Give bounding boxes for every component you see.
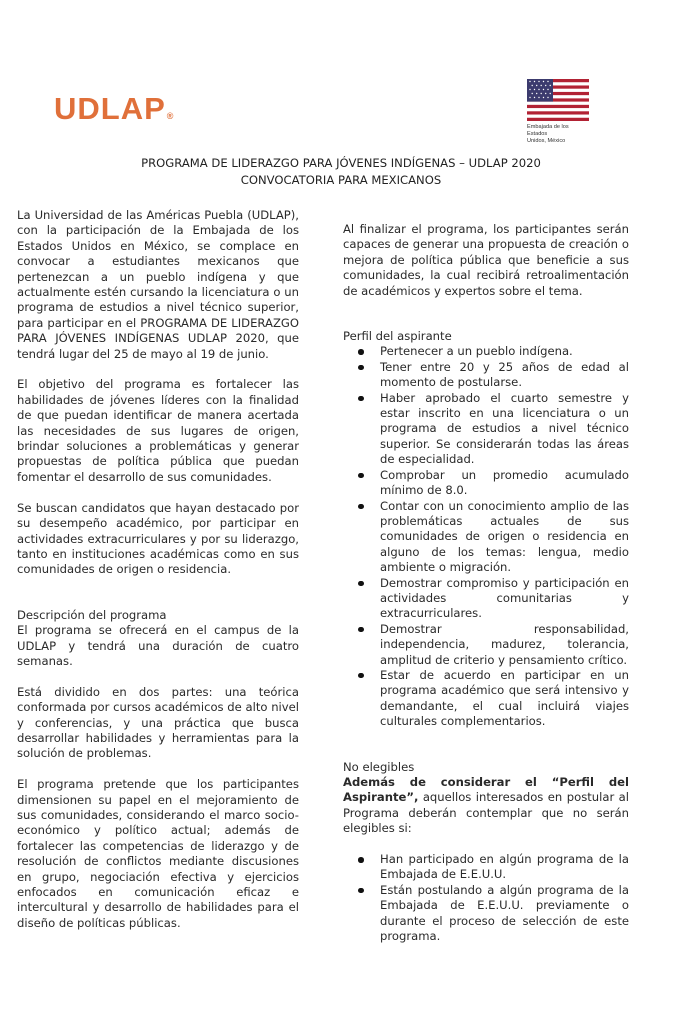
right-column xyxy=(343,222,629,944)
list-item: Pertenecer a un pueblo indígena. xyxy=(343,344,629,359)
profile-list xyxy=(343,344,629,729)
embassy-logo xyxy=(527,79,589,145)
list-item: Demostrar compromiso y participación en actividades comunitarias y extracurriculares. xyxy=(343,576,629,622)
candidates-paragraph: Se buscan candidatos que hayan destacado por su desempeño académico, por participar en actividades extracurriculares y por su liderazgo, tanto en instituciones académicas como en sus comunidades de origen o residencia. xyxy=(17,500,299,577)
title-line2: CONVOCATORIA PARA MEXICANOS xyxy=(240,173,442,187)
list-item: Tener entre 20 y 25 años de edad al momento de postularse. xyxy=(343,360,629,391)
outcome-paragraph: Al finalizar el programa, los participantes serán capaces de generar una propuesta de creación o mejora de política pública que beneficie a sus comunidades, la cual recibirá retroalimentación de académicos y expertos sobre el tema. xyxy=(343,222,629,298)
parts-paragraph: Está dividido en dos partes: una teórica conformada por cursos académicos de alto nivel y conferencias, y una práctica que busca desarrollar habilidades y herramientas para la solución de problemas. xyxy=(17,684,299,761)
list-item: Comprobar un promedio acumulado mínimo de 8.0. xyxy=(343,468,629,499)
ineligible-bold-text: Además de considerar el “Perfil del Aspirante”, xyxy=(343,775,629,805)
ineligible-paragraph xyxy=(343,775,629,837)
profile-heading: Perfil del aspirante xyxy=(343,329,452,344)
us-flag-icon xyxy=(527,79,589,121)
ineligible-text: aquellos interesados en postular al Programa deberán contemplar que no serán elegibles si: xyxy=(343,790,629,836)
left-column xyxy=(17,208,299,931)
registered-mark: ® xyxy=(166,111,175,121)
document-title xyxy=(0,155,682,189)
objective-paragraph: El objetivo del programa es fortalecer las habilidades de jóvenes líderes con la finalidad de que puedan identificar de manera acertada las necesidades de sus lugares de origen, brindar soluciones a problemáticas y generar propuestas de política pública que puedan fomentar el desarrollo de sus comunidades. xyxy=(17,377,299,484)
ineligible-heading: No elegibles xyxy=(343,759,415,774)
list-item: Han participado en algún programa de la Embajada de E.E.U.U. xyxy=(343,852,629,883)
list-item: Demostrar responsabilidad, independencia, madurez, tolerancia, amplitud de criterio y pensamiento crítico. xyxy=(343,622,629,668)
list-item: Están postulando a algún programa de la Embajada de E.E.U.U. previamente o durante el proceso de selección de este programa. xyxy=(343,883,629,945)
purpose-paragraph: El programa pretende que los participantes dimensionen su papel en el mejoramiento de sus comunidades, considerando el marco socio-económico y político actual; además de fortalecer las competencias de liderazgo y de resolución de conflictos mediante discusiones en grupo, negociación efectiva y ejercicios enfocados en comunicación eficaz e intercultural y desarrollo de habilidades para el diseño de políticas públicas. xyxy=(17,777,299,930)
list-item: Contar con un conocimiento amplio de las problemáticas actuales de sus comunidades de origen o residencia en alguno de los temas: lengua, medio ambiente o migración. xyxy=(343,499,629,576)
list-item: Haber aprobado el cuarto semestre y estar inscrito en una licenciatura o un programa de estudios a nivel técnico superior. Se considerarán todas las áreas de especialidad. xyxy=(343,391,629,468)
embassy-caption-line1: Embajada de los Estados xyxy=(527,124,569,137)
embassy-caption xyxy=(527,124,589,145)
embassy-caption-line2: Unidos, México xyxy=(527,138,566,144)
udlap-logo xyxy=(54,91,174,127)
intro-paragraph: La Universidad de las Américas Puebla (UDLAP), con la participación de la Embajada de los Estados Unidos en México, se complace en convocar a estudiantes mexicanos que pertenezcan a un pueblo indígena y que actualmente estén cursando la licenciatura o un programa de estudios a nivel técnico superior, para participar en el PROGRAMA DE LIDERAZGO PARA JÓVENES INDÍGENAS UDLAP 2020, que tendrá lugar del 25 de mayo al 19 de junio. xyxy=(17,208,299,361)
list-item: Estar de acuerdo en participar en un programa académico que será intensivo y demandante, el cual incluirá viajes culturales complementarios. xyxy=(343,668,629,730)
description-heading: Descripción del programa xyxy=(17,607,167,622)
ineligible-list xyxy=(343,852,629,944)
title-line1: PROGRAMA DE LIDERAZGO PARA JÓVENES INDÍGENAS – UDLAP 2020 xyxy=(141,156,541,170)
description-paragraph: El programa se ofrecerá en el campus de la UDLAP y tendrá una duración de cuatro semanas. xyxy=(17,623,299,668)
logo-text: UDLAP xyxy=(54,91,166,126)
